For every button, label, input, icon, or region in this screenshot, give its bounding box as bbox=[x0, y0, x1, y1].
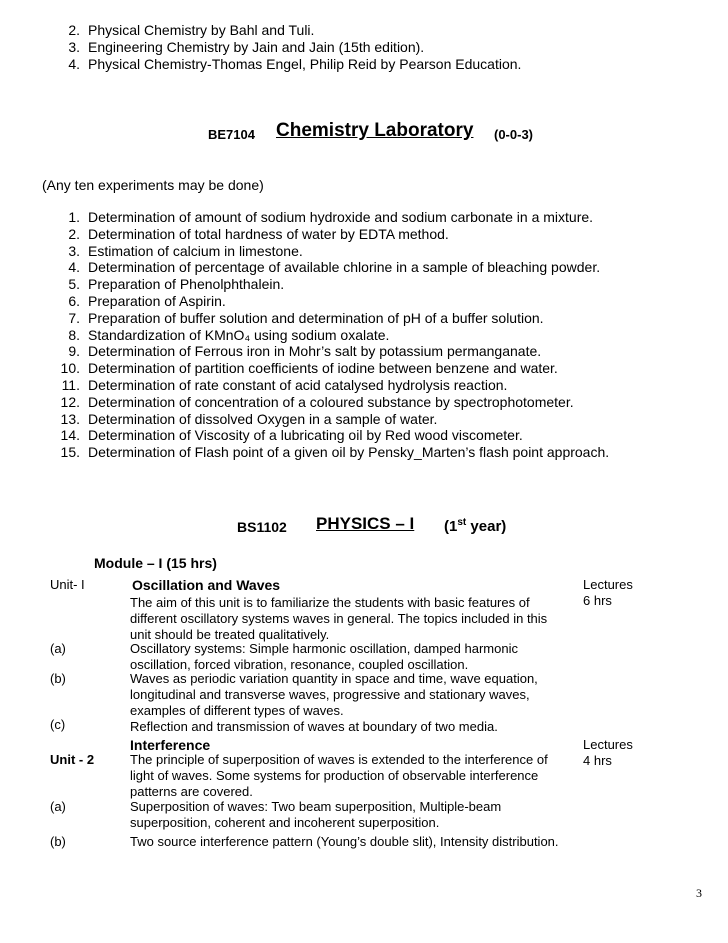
lab-course-code: BE7104 bbox=[208, 127, 255, 142]
unit1-title: Oscillation and Waves bbox=[132, 577, 281, 593]
list-item: 7. Preparation of buffer solution and determination of pH of a buffer solution. bbox=[68, 309, 544, 326]
unit1-item-a-label: (a) bbox=[50, 641, 66, 656]
unit1-item-b: Waves as periodic variation quantity in space and time, wave equation, longitudinal and transverse waves, progressive and stationary waves, examples of different types of waves. bbox=[130, 671, 538, 719]
lab-course-title: Chemistry Laboratory bbox=[276, 120, 474, 141]
unit1-item-c-label: (c) bbox=[50, 717, 66, 732]
module-heading: Module – I (15 hrs) bbox=[94, 555, 217, 571]
lab-note: (Any ten experiments may be done) bbox=[42, 177, 264, 193]
list-item: 14. Determination of Viscosity of a lubricating oil by Red wood viscometer. bbox=[60, 427, 523, 444]
unit1-intro: The aim of this unit is to familiarize the students with basic features of different oscillatory systems waves in general. The topics included in this unit should be treated qualitatively. bbox=[130, 595, 548, 643]
unit2-intro: The principle of superposition of waves is extended to the interference of light of waves. Some systems for production of observable interference patterns are covered. bbox=[130, 752, 548, 800]
unit2-item-a: Superposition of waves: Two beam superposition, Multiple-beam superposition, coherent and incoherent superposition. bbox=[130, 799, 502, 831]
list-item: 12. Determination of concentration of a coloured substance by spectrophotometer. bbox=[60, 393, 574, 410]
list-item: 3. Engineering Chemistry by Jain and Jain (15th edition). bbox=[68, 38, 425, 55]
list-item: 2. Determination of total hardness of water by EDTA method. bbox=[68, 225, 449, 242]
list-item: 8. Standardization of KMnO₄ using sodium oxalate. bbox=[68, 326, 390, 343]
unit2-lectures-label: Lectures bbox=[583, 737, 633, 752]
lab-credits: (0-0-3) bbox=[494, 127, 534, 142]
unit1-item-c: Reflection and transmission of waves at boundary of two media. bbox=[130, 719, 498, 734]
unit1-item-b-label: (b) bbox=[50, 671, 66, 686]
list-item: 10. Determination of partition coefficients of iodine between benzene and water. bbox=[60, 360, 558, 377]
list-item: 4. Determination of percentage of available chlorine in a sample of bleaching powder. bbox=[68, 259, 601, 276]
reference-list bbox=[0, 22, 700, 72]
physics-year: (1st year) bbox=[444, 517, 507, 535]
unit1-item-a: Oscillatory systems: Simple harmonic oscillation, damped harmonic oscillation, forced vibration, resonance, coupled oscillation. bbox=[130, 641, 518, 673]
unit1-lectures-value: 6 hrs bbox=[583, 593, 612, 608]
unit2-label: Unit - 2 bbox=[50, 752, 95, 767]
physics-course-title: PHYSICS – I bbox=[316, 514, 415, 533]
unit2-item-b: Two source interference pattern (Young’s double slit), Intensity distribution. bbox=[130, 834, 559, 849]
list-item: 5. Preparation of Phenolphthalein. bbox=[68, 276, 285, 293]
list-item: 11. Determination of rate constant of acid catalysed hydrolysis reaction. bbox=[61, 376, 508, 393]
page-number: 3 bbox=[696, 886, 702, 900]
list-item: 2. Physical Chemistry by Bahl and Tuli. bbox=[68, 22, 315, 38]
list-item: 9. Determination of Ferrous iron in Mohr’s salt by potassium permanganate. bbox=[68, 343, 542, 360]
unit2-lectures-value: 4 hrs bbox=[583, 753, 612, 768]
unit1-label: Unit- I bbox=[50, 577, 85, 592]
list-item: 1. Determination of amount of sodium hydroxide and sodium carbonate in a mixture. bbox=[68, 209, 594, 225]
list-item: 4. Physical Chemistry-Thomas Engel, Philip Reid by Pearson Education. bbox=[68, 55, 522, 72]
unit2-item-b-label: (b) bbox=[50, 834, 66, 849]
experiment-list bbox=[0, 209, 720, 461]
list-item: 15. Determination of Flash point of a given oil by Pensky_Marten’s flash point approach. bbox=[60, 444, 610, 461]
list-item: 6. Preparation of Aspirin. bbox=[68, 292, 226, 309]
list-item: 13. Determination of dissolved Oxygen in a sample of water. bbox=[60, 410, 438, 427]
list-item: 3. Estimation of calcium in limestone. bbox=[68, 242, 303, 259]
unit2-item-a-label: (a) bbox=[50, 799, 66, 814]
physics-course-code: BS1102 bbox=[237, 519, 287, 535]
unit2-title: Interference bbox=[130, 737, 211, 753]
unit1-lectures-label: Lectures bbox=[583, 577, 633, 592]
